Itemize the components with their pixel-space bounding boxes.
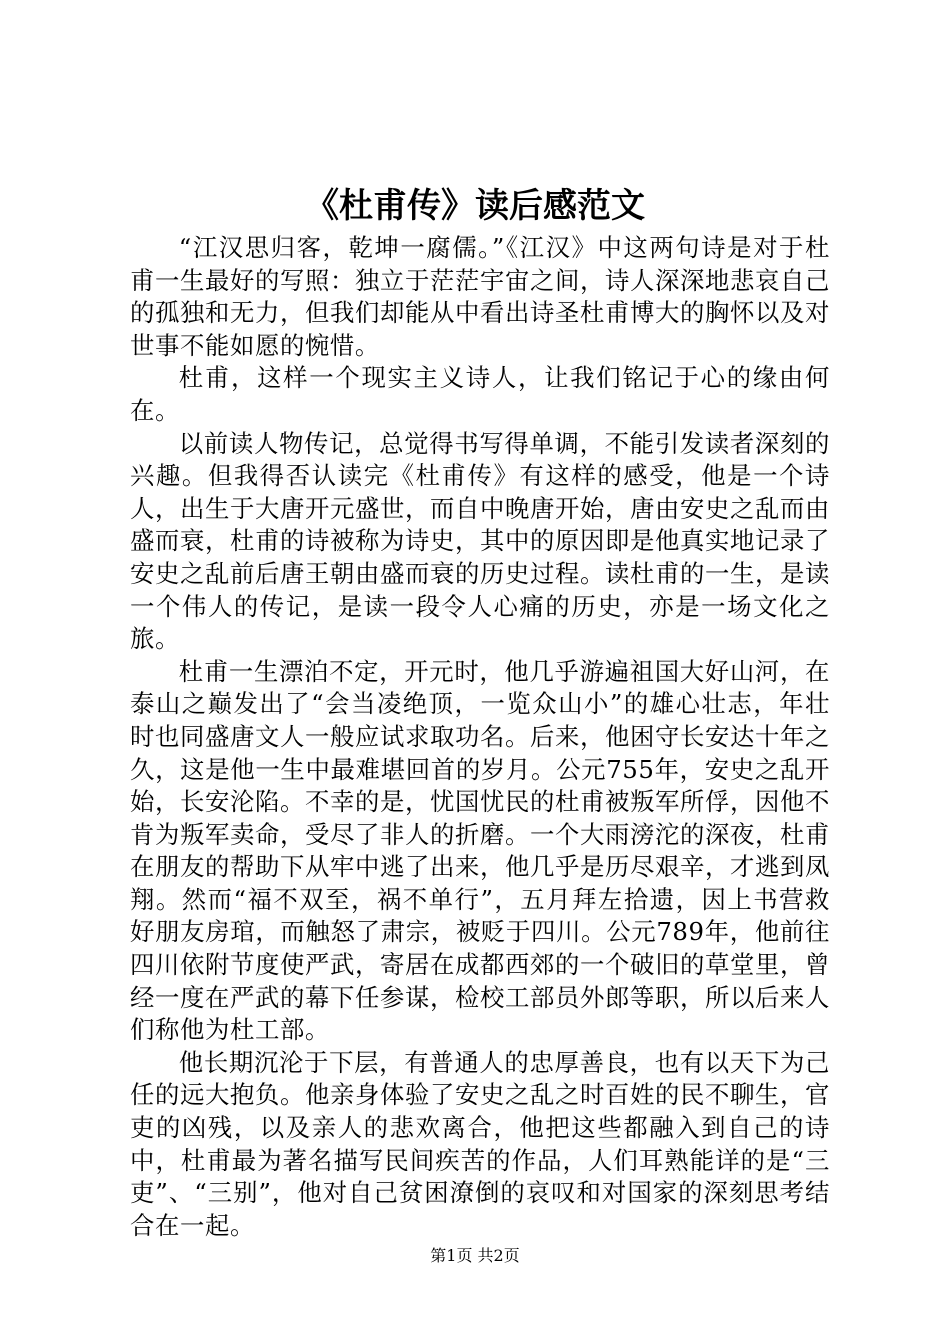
paragraph-5: 他长期沉沦于下层，有普通人的忠厚善良，也有以天下为己任的远大抱负。他亲身体验了安史之乱之时百姓的民不聊生，官吏的凶残，以及亲人的悲欢离合，他把这些都融入到自己的诗中，杜甫最为著名描写民间疾苦的作品，人们耳熟能详的是“三吏”、“三别”，他对自己贫困潦倒的哀叹和对国家的深刻思考结合在一起。 (130, 1047, 830, 1240)
paragraph-4: 杜甫一生漂泊不定，开元时，他几乎游遍祖国大好山河，在泰山之巅发出了“会当凌绝顶，一览众山小”的雄心壮志，年壮时也同盛唐文人一般应试求取功名。后来，他困守长安达十年之久，这是他一生中最难堪回首的岁月。公元755年，安史之乱开始，长安沦陷。不幸的是，忧国忧民的杜甫被叛军所俘，因他不肯为叛军卖命，受尽了非人的折磨。一个大雨滂沱的深夜，杜甫在朋友的帮助下从牢中逃了出来，他几乎是历尽艰辛，才逃到凤翔。然而“福不双至，祸不单行”，五月拜左拾遗，因上书营救好朋友房琯，而触怒了肃宗，被贬于四川。公元789年，他前往四川依附节度使严武，寄居在成都西郊的一个破旧的草堂里，曾经一度在严武的幕下任参谋，检校工部员外郎等职，所以后来人们称他为杜工部。 (130, 656, 830, 1045)
document-body (130, 232, 830, 1242)
document-title: 《杜甫传》读后感范文 (305, 186, 645, 226)
page-number-footer: 第1页 共2页 (430, 1246, 520, 1265)
paragraph-3: 以前读人物传记，总觉得书写得单调，不能引发读者深刻的兴趣。但我得否认读完《杜甫传》有这样的感受，他是一个诗人，出生于大唐开元盛世，而自中晚唐开始，唐由安史之乱而由盛而衰，杜甫的诗被称为诗史，其中的原因即是他真实地记录了安史之乱前后唐王朝由盛而衰的历史过程。读杜甫的一生，是读一个伟人的传记，是读一段令人心痛的历史，亦是一场文化之旅。 (130, 428, 830, 654)
paragraph-2: 杜甫，这样一个现实主义诗人，让我们铭记于心的缘由何在。 (130, 363, 830, 425)
paragraph-1: “江汉思归客，乾坤一腐儒。”《江汉》中这两句诗是对于杜甫一生最好的写照：独立于茫茫宇宙之间，诗人深深地悲哀自己的孤独和无力，但我们却能从中看出诗圣杜甫博大的胸怀以及对世事不能如愿的惋惜。 (130, 233, 830, 360)
